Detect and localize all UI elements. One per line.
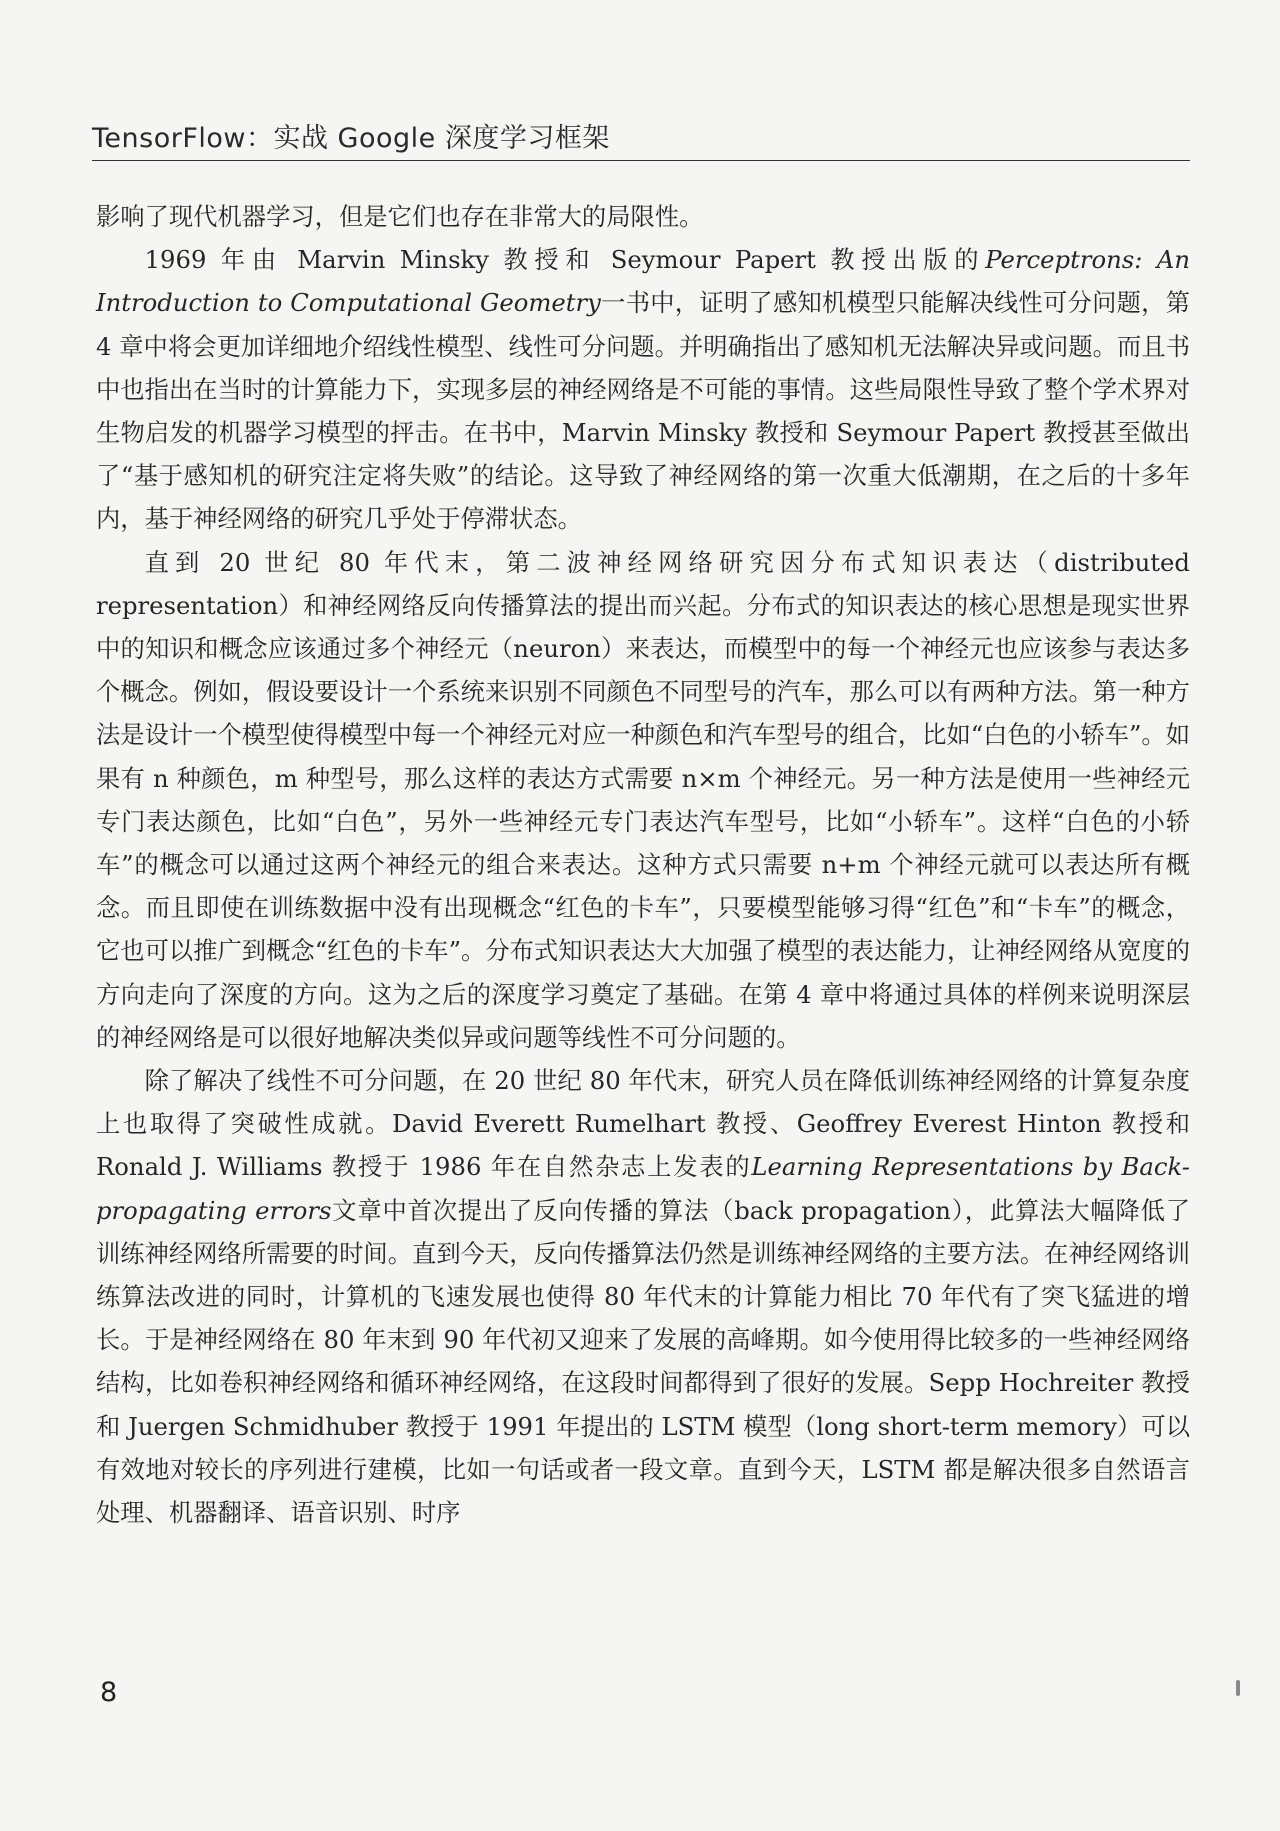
paragraph	[96, 1059, 1190, 1534]
paragraph-text: 除了解决了线性不可分问题，在 20 世纪 80 年代末，研究人员在降低训练神经网络的计算复杂度上也取得了突破性成就。David Everett Rumelhart 教授、Geoffrey Everest Hinton 教授和 Ronald J. Williams 教授于 1986 年在自然杂志上发表的	[96, 1066, 1190, 1182]
page-number: 8	[100, 1677, 118, 1708]
book-title: Perceptrons: An Introduction to Computational Geometry	[96, 245, 1190, 318]
paragraph-text: 1969 年由 Marvin Minsky 教授和 Seymour Papert 教授出版的	[144, 245, 986, 275]
paragraph-text: 文章中首次提出了反向传播的算法（back propagation），此算法大幅降低了训练神经网络所需要的时间。直到今天，反向传播算法仍然是训练神经网络的主要方法。在神经网络训练算法改进的同时，计算机的飞速发展也使得 80 年代末的计算能力相比 70 年代有了突飞猛进的增长。于是神经网络在 80 年末到 90 年代初又迎来了发展的高峰期。如今使用得比较多的一些神经网络结构，比如卷积神经网络和循环神经网络，在这段时间都得到了很好的发展。Sepp Hochreiter 教授和 Juergen Schmidhuber 教授于 1991 年提出的 LSTM 模型（long short-term memory）可以有效地对较长的序列进行建模，比如一句话或者一段文章。直到今天，LSTM 都是解决很多自然语言处理、机器翻译、语音识别、时序	[96, 1195, 1190, 1528]
page-edge-mark	[1236, 1680, 1240, 1696]
paragraph: 影响了现代机器学习，但是它们也存在非常大的局限性。	[96, 202, 704, 231]
paragraph-text: 一书中，证明了感知机模型只能解决线性可分问题，第 4 章中将会更加详细地介绍线性模型、线性可分问题。并明确指出了感知机无法解决异或问题。而且书中也指出在当时的计算能力下，实现多层的神经网络是不可能的事情。这些局限性导致了整个学术界对生物启发的机器学习模型的抨击。在书中，Marvin Minsky 教授和 Seymour Papert 教授甚至做出了“基于感知机的研究注定将失败”的结论。这导致了神经网络的第一次重大低潮期，在之后的十多年内，基于神经网络的研究几乎处于停滞状态。	[96, 288, 1191, 534]
body-text	[96, 195, 1190, 1534]
article-title: Learning Representations by Back-propagating errors	[96, 1152, 1191, 1225]
paragraph: 直到 20 世纪 80 年代末，第二波神经网络研究因分布式知识表达（distributed representation）和神经网络反向传播算法的提出而兴起。分布式的知识表达的核心思想是现实世界中的知识和概念应该通过多个神经元（neuron）来表达，而模型中的每一个神经元也应该参与表达多个概念。例如，假设要设计一个系统来识别不同颜色不同型号的汽车，那么可以有两种方法。第一种方法是设计一个模型使得模型中每一个神经元对应一种颜色和汽车型号的组合，比如“白色的小轿车”。如果有 n 种颜色，m 种型号，那么这样的表达方式需要 n×m 个神经元。另一种方法是使用一些神经元专门表达颜色，比如“白色”，另外一些神经元专门表达汽车型号，比如“小轿车”。这样“白色的小轿车”的概念可以通过这两个神经元的组合来表达。这种方式只需要 n+m 个神经元就可以表达所有概念。而且即使在训练数据中没有出现概念“红色的卡车”，只要模型能够习得“红色”和“卡车”的概念，它也可以推广到概念“红色的卡车”。分布式知识表达大大加强了模型的表达能力，让神经网络从宽度的方向走向了深度的方向。这为之后的深度学习奠定了基础。在第 4 章中将通过具体的样例来说明深层的神经网络是可以很好地解决类似异或问题等线性不可分问题的。	[96, 547, 1190, 1052]
paragraph	[96, 238, 1190, 540]
header-rule	[92, 160, 1190, 161]
running-header: TensorFlow：实战 Google 深度学习框架	[92, 123, 610, 154]
